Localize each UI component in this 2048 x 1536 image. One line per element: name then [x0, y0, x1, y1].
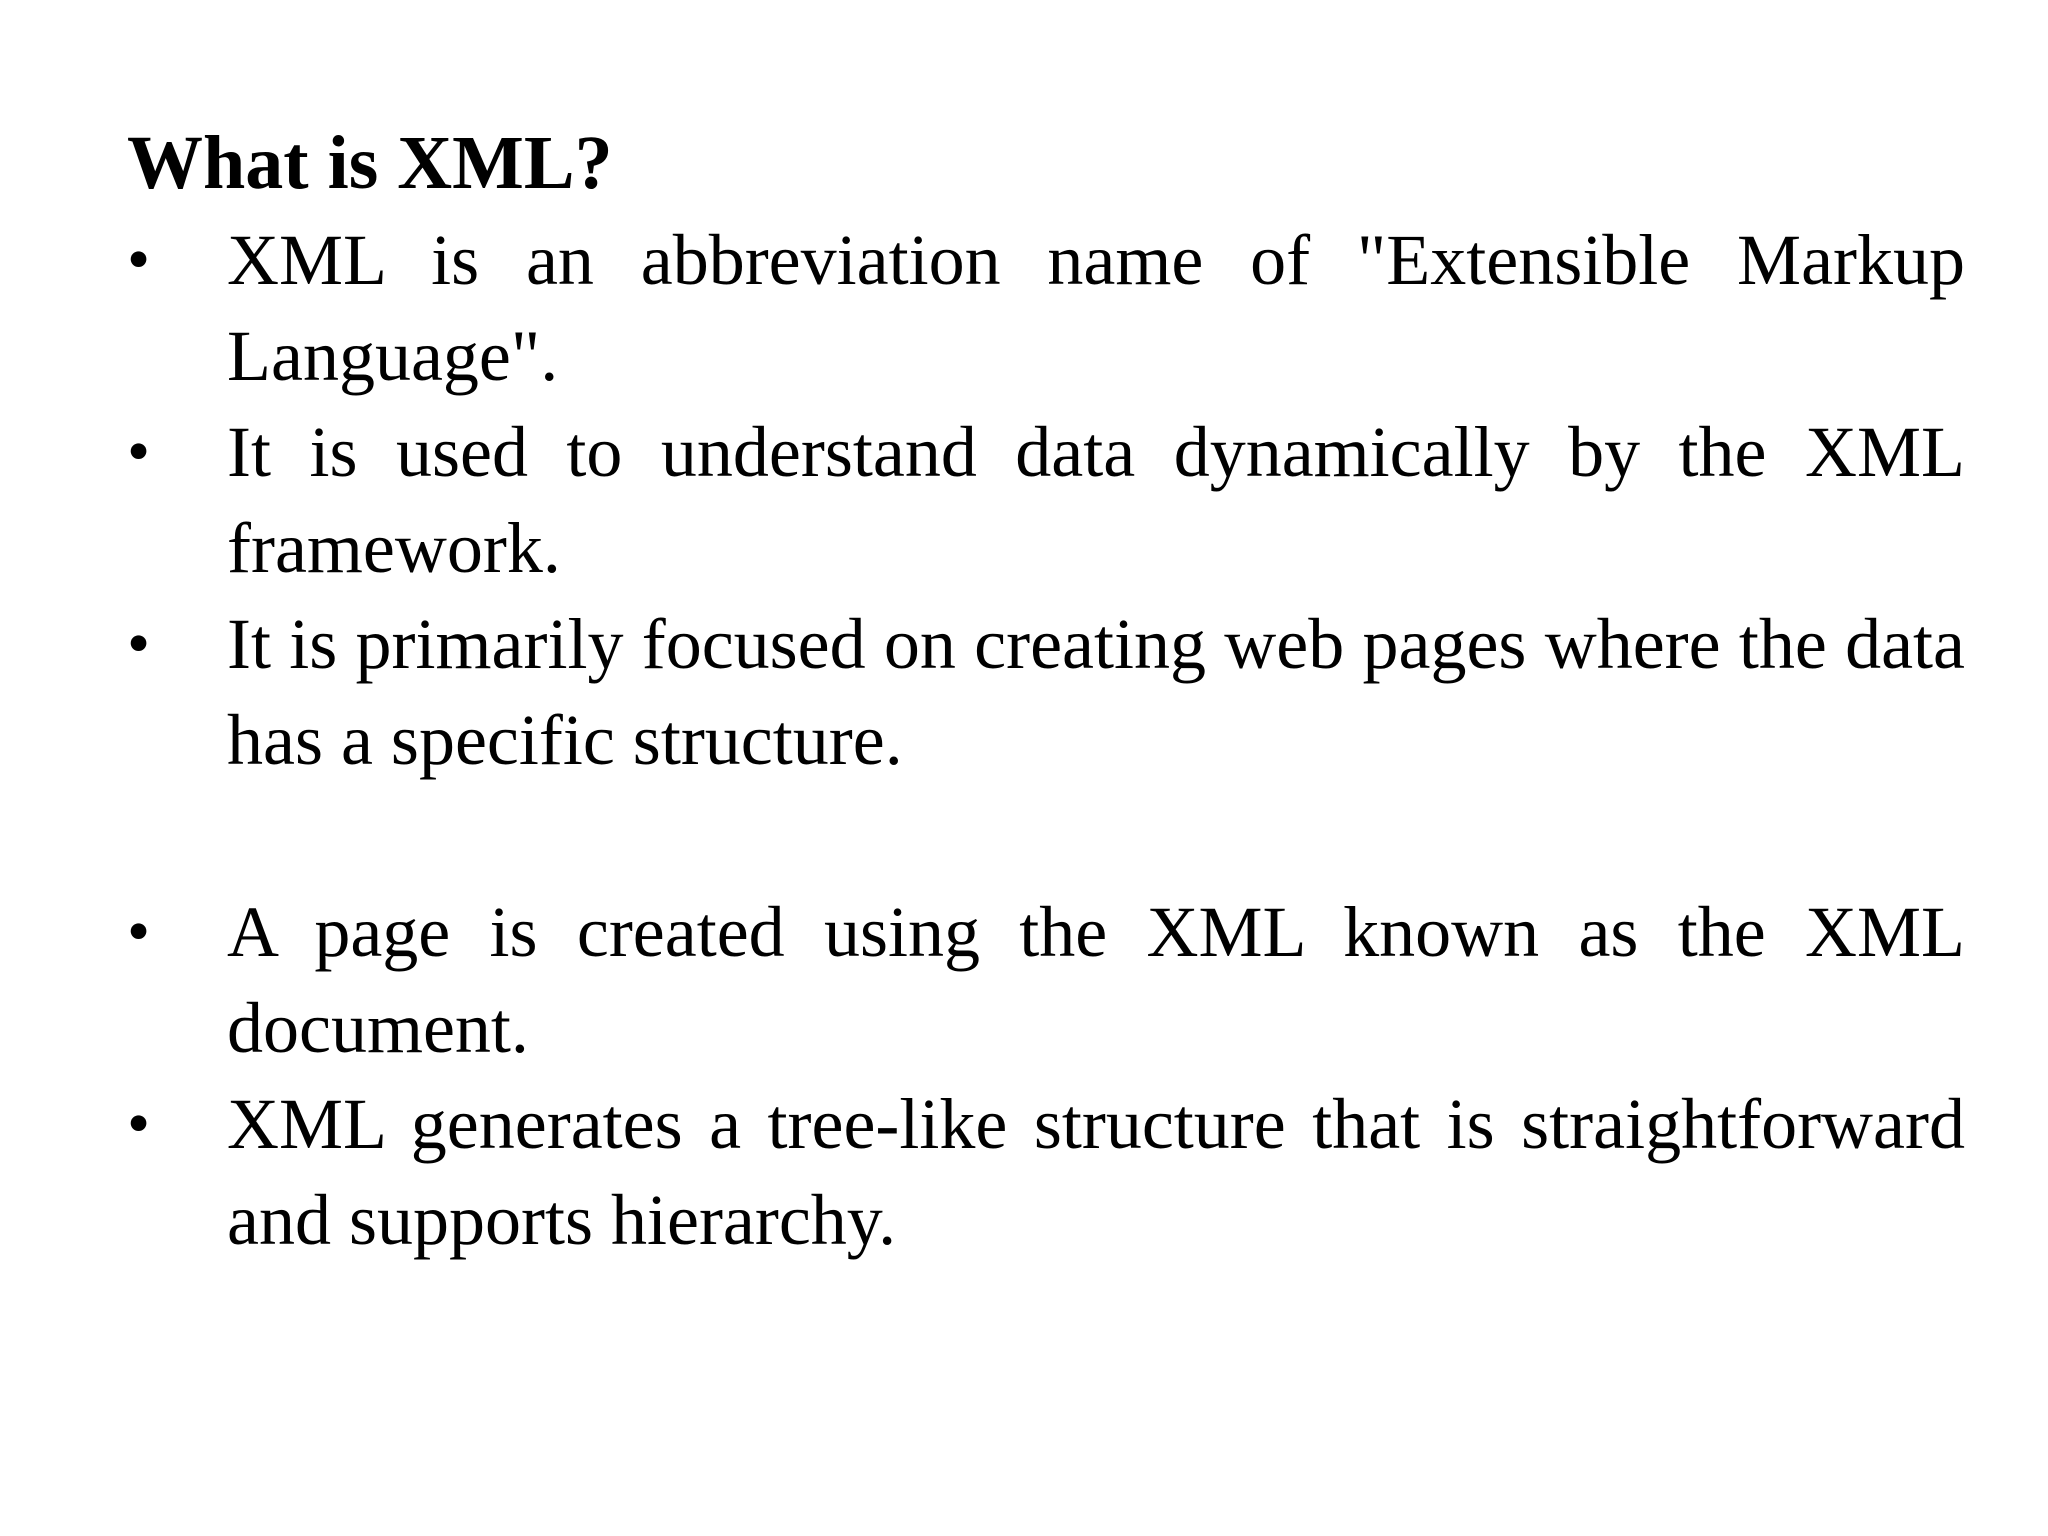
bullet-icon: •	[127, 415, 151, 488]
slide-title: What is XML?	[127, 121, 613, 205]
bullet-text: XML is an abbreviation name of "Extensible Markup Language".	[227, 220, 1965, 396]
bullet-text: XML generates a tree-like structure that is straightforward and supports hierarchy.	[227, 1084, 1965, 1260]
bullet-item	[127, 596, 1965, 788]
bullet-icon: •	[127, 223, 151, 296]
bullet-item	[127, 884, 1965, 1076]
bullet-item	[127, 212, 1965, 404]
bullet-item	[127, 1076, 1965, 1268]
bullet-item	[127, 404, 1965, 596]
bullet-icon: •	[127, 895, 151, 968]
bullet-icon: •	[127, 607, 151, 680]
bullet-text: It is primarily focused on creating web pages where the data has a specific structure.	[227, 604, 1965, 780]
bullet-text: It is used to understand data dynamically by the XML framework.	[227, 412, 1965, 588]
bullet-text: A page is created using the XML known as the XML document.	[227, 892, 1965, 1068]
bullet-icon: •	[127, 1087, 151, 1160]
bullet-list	[127, 212, 1965, 1268]
